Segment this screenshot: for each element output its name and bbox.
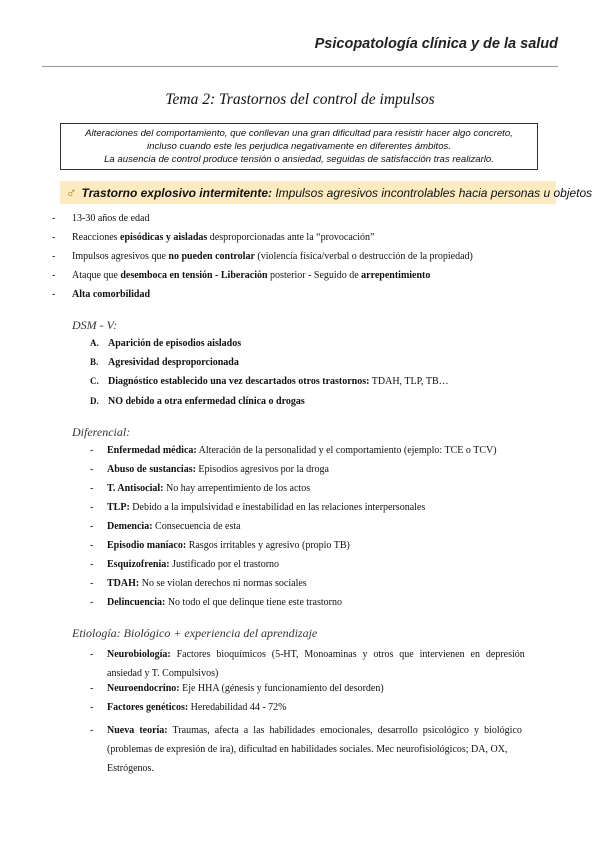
intro-box <box>60 123 538 170</box>
list-item-emphasis: Agresividad desproporcionada <box>108 357 239 368</box>
list-item-text: TDAH, TLP, TB… <box>369 376 449 387</box>
list-item <box>90 521 241 532</box>
list-item-text: posterior - Seguido de <box>267 270 362 281</box>
list-item-emphasis: Episodio maníaco: <box>107 540 187 551</box>
section-subtitle: Impulsos agresivos incontrolables hacia personas u objetos <box>275 186 593 200</box>
list-marker: D. <box>90 396 99 406</box>
list-item <box>90 502 426 513</box>
section-title: Trastorno explosivo intermitente: <box>81 186 272 200</box>
bullet-marker: - <box>52 251 56 262</box>
list-item-emphasis: Diagnóstico establecido una vez descartados otros trastornos: <box>108 376 370 387</box>
male-icon: ♂ <box>66 184 77 200</box>
list-item <box>90 559 280 570</box>
list-item <box>90 683 384 694</box>
list-item-text: Rasgos irritables y agresivo (propio TB) <box>186 540 350 551</box>
list-item-text: Alteración de la personalidad y el comportamiento (ejemplo: TCE o TCV) <box>196 445 497 456</box>
list-item <box>90 445 497 456</box>
list-item-text: desproporcionadas ante la “provocación” <box>207 232 375 243</box>
list-item-emphasis: arrepentimiento <box>361 270 431 281</box>
list-item-text: Factores bioquímicos (5-HT, Monoaminas y otros que intervienen en depresión <box>170 649 525 660</box>
list-item <box>90 702 287 713</box>
list-item-text: (problemas de expresión de ira), dificultad en habilidades sociales. Mec neurofisiológicos; DA, OX, <box>107 744 508 755</box>
intro-line-2: incluso cuando este les perjudica negativamente en diferentes ámbitos. <box>147 141 451 152</box>
list-item-text: Consecuencia de esta <box>152 521 241 532</box>
list-item <box>52 213 150 224</box>
list-item-text: No todo el que delinque tiene este trastorno <box>165 597 342 608</box>
list-item-emphasis: episódicas y aisladas <box>120 232 208 243</box>
list-item-emphasis: Alta comorbilidad <box>72 289 151 300</box>
list-item-text: No hay arrepentimiento de los actos <box>163 483 311 494</box>
list-item-emphasis: Esquizofrenia: <box>107 559 170 570</box>
list-item <box>90 464 329 475</box>
list-item <box>52 251 473 262</box>
list-item-emphasis: no pueden controlar <box>168 251 255 262</box>
list-item-text: Episodios agresivos por la droga <box>195 464 329 475</box>
bullet-marker: - <box>90 502 94 513</box>
list-item-text: Traumas, afecta a las habilidades emocionales, desarrollo psicológico y biológico <box>167 725 522 736</box>
bullet-marker: - <box>90 464 94 475</box>
etiology-heading: Etiología: Biológico + experiencia del aprendizaje <box>72 626 318 640</box>
list-item <box>90 483 311 494</box>
list-item <box>52 289 151 300</box>
list-item-emphasis: Aparición de episodios aislados <box>108 338 242 349</box>
list-item-emphasis: TLP: <box>107 502 130 513</box>
list-item-text: (violencia física/verbal o destrucción de la propiedad) <box>254 251 473 262</box>
list-item <box>90 645 558 683</box>
bullet-marker: - <box>90 445 94 456</box>
bullet-marker: - <box>90 702 94 713</box>
bullet-marker: - <box>90 578 94 589</box>
dsm-heading: DSM - V: <box>72 318 118 332</box>
list-item-text: Debido a la impulsividad e inestabilidad en las relaciones interpersonales <box>129 502 426 513</box>
list-item-emphasis: Factores genéticos: <box>107 702 189 713</box>
list-item-text: Heredabilidad 44 - 72% <box>188 702 287 713</box>
list-marker: A. <box>90 338 99 348</box>
list-item-emphasis: Demencia: <box>107 521 153 532</box>
intro-line-1: Alteraciones del comportamiento, que conllevan una gran dificultad para resistir hacer algo concreto, <box>85 128 513 139</box>
intro-line-3: La ausencia de control produce tensión o ansiedad, seguidas de satisfacción tras realizarlo. <box>104 154 494 165</box>
bullet-marker: - <box>90 540 94 551</box>
list-item-text: Eje HHA (génesis y funcionamiento del desorden) <box>179 683 384 694</box>
list-item-text: Ataque que <box>72 270 121 281</box>
list-item-emphasis: Abuso de sustancias: <box>107 464 196 475</box>
list-item-text: Impulsos agresivos que <box>72 251 169 262</box>
header-title: Psicopatología clínica y de la salud <box>314 36 558 52</box>
bullet-marker: - <box>90 559 94 570</box>
list-item-emphasis: NO debido a otra enfermedad clínica o drogas <box>108 396 305 407</box>
list-marker: B. <box>90 357 99 367</box>
bullet-marker: - <box>52 213 56 224</box>
list-item <box>90 540 350 551</box>
list-item-emphasis: Neuroendocrino: <box>107 683 180 694</box>
bullet-marker: - <box>90 649 94 660</box>
list-item-emphasis: TDAH: <box>107 578 140 589</box>
list-item <box>90 578 307 589</box>
list-item-emphasis: Neurobiología: <box>107 649 171 660</box>
bullet-marker: - <box>90 683 94 694</box>
document-title: Tema 2: Trastornos del control de impulsos <box>165 91 435 108</box>
list-item-emphasis: T. Antisocial: <box>107 483 164 494</box>
list-item <box>90 597 342 608</box>
list-marker: C. <box>90 376 99 386</box>
list-item <box>52 270 431 281</box>
list-item-emphasis: Delincuencia: <box>107 597 166 608</box>
list-item-text: 13-30 años de edad <box>72 213 150 224</box>
list-item-text: Justificado por el trastorno <box>169 559 280 570</box>
bullet-marker: - <box>52 232 56 243</box>
header-divider <box>42 66 558 67</box>
list-item-text: ansiedad y T. Compulsivos) <box>107 668 219 679</box>
list-item-emphasis: Nueva teoría: <box>107 725 168 736</box>
list-item-text: No se violan derechos ni normas sociales <box>139 578 307 589</box>
bullet-marker: - <box>52 289 56 300</box>
list-item-emphasis: Enfermedad médica: <box>107 445 197 456</box>
list-item-text: Reacciones <box>72 232 121 243</box>
list-item-emphasis: desemboca en tensión - Liberación <box>120 270 268 281</box>
bullet-marker: - <box>90 483 94 494</box>
bullet-marker: - <box>52 270 56 281</box>
list-item <box>52 232 375 243</box>
bullet-marker: - <box>90 521 94 532</box>
differential-heading: Diferencial: <box>72 425 131 439</box>
section-banner <box>60 181 593 204</box>
bullet-marker: - <box>90 597 94 608</box>
bullet-marker: - <box>90 725 94 736</box>
list-item-text: Estrógenos. <box>107 763 154 774</box>
list-item <box>90 721 558 778</box>
